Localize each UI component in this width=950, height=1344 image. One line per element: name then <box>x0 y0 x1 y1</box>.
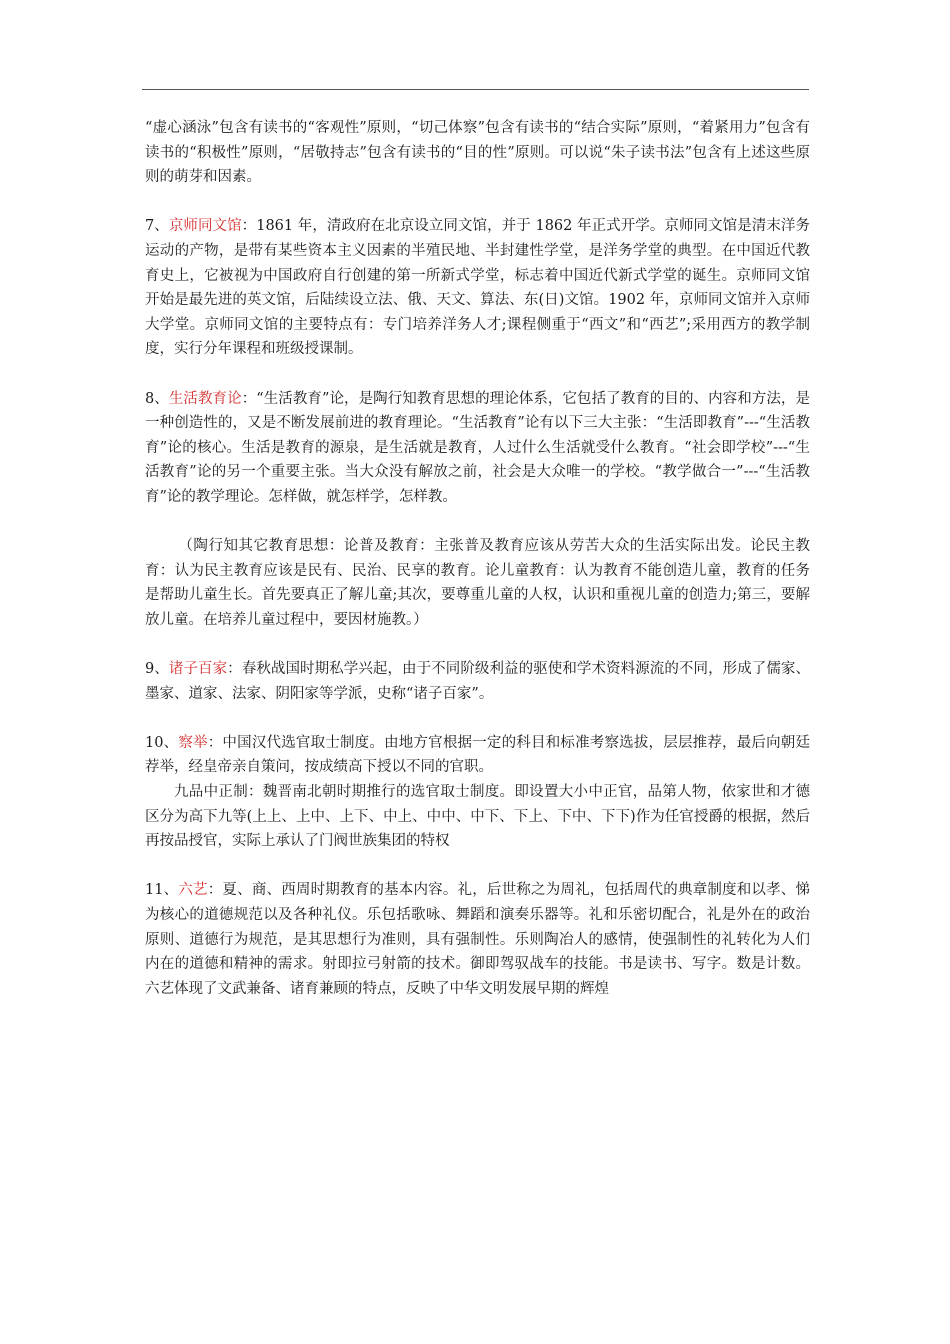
item-11-paragraph <box>145 878 810 1001</box>
item-7-paragraph <box>145 214 810 362</box>
item-11-term: 六艺 <box>178 882 208 899</box>
item-8-body: ：“生活教育”论，是陶行知教育思想的理论体系，它包括了教育的目的、内容和方法，是一种创造性的，又是不断发展前进的教育理论。“生活教育”论有以下三大主张：“生活即教育”---“生活教育”论的核心。生活是教育的源泉，是生活就是教育，人过什么生活就受什么教育。“社会即学校”---“生活教育”论的另一个重要主张。当大众没有解放之前，社会是大众唯一的学校。“教学做合一”---“生活教育”论的教学理论。怎样做，就怎样学，怎样教。 <box>145 390 811 505</box>
item-10-term: 察举 <box>178 734 208 751</box>
item-8-number: 8、 <box>145 390 169 407</box>
item-10-body: ：中国汉代选官取士制度。由地方官根据一定的科目和标准考察选拔，层层推荐，最后向朝廷荐举，经皇帝亲自策问，按成绩高下授以不同的官职。 <box>145 734 811 776</box>
item-9-term: 诸子百家 <box>168 661 228 678</box>
item-8-note: （陶行知其它教育思想：论普及教育：主张普及教育应该从劳苦大众的生活实际出发。论民主教育：认为民主教育应该是民有、民治、民享的教育。论儿童教育：认为教育不能创造儿童，教育的任务是帮助儿童生长。首先要真正了解儿童;其次，要尊重儿童的人权，认识和重视儿童的创造力;第三，要解放儿童。在培养儿童过程中，要因材施教。） <box>145 538 810 628</box>
item-10-number: 10、 <box>145 734 179 751</box>
item-9-paragraph <box>145 657 810 706</box>
item-7-number: 7、 <box>145 218 169 235</box>
item-11-number: 11、 <box>145 882 179 899</box>
item-10-paragraph <box>145 731 810 780</box>
item-8-paragraph <box>145 387 810 510</box>
item-9-body: ：春秋战国时期私学兴起，由于不同阶级利益的驱使和学术资料源流的不同，形成了儒家、墨家、道家、法家、阴阳家等学派，史称“诸子百家”。 <box>145 661 810 702</box>
header-rule <box>142 89 809 90</box>
document-body <box>145 116 810 1001</box>
item-10-note: 九品中正制：魏晋南北朝时期推行的选官取士制度。即设置大小中正官，品第人物，依家世和才德区分为高下九等(上上、上中、上下、中上、中中、中下、下上、下中、下下)作为任官授爵的根据，然后再按品授官，实际上承认了门阀世族集团的特权 <box>145 784 810 850</box>
item-7-body: ：1861 年，清政府在北京设立同文馆，并于 1862 年正式开学。京师同文馆是清末洋务运动的产物，是带有某些资本主义因素的半殖民地、半封建性学堂，是洋务学堂的典型。在中国近代教育史上，它被视为中国政府自行创建的第一所新式学堂，标志着中国近代新式学堂的诞生。京师同文馆开始是最先进的英文馆，后陆续设立法、俄、天文、算法、东(日)文馆。1902 年，京师同文馆并入京师大学堂。京师同文馆的主要特点有：专门培养洋务人才;课程侧重于“西文”和“西艺”;采用西方的教学制度，实行分年课程和班级授课制。 <box>145 218 810 358</box>
intro-paragraph: “虚心涵泳”包含有读书的“客观性”原则，“切己体察”包含有读书的“结合实际”原则，“着紧用力”包含有读书的“积极性”原则，“居敬持志”包含有读书的“目的性”原则。可以说“朱子读书法”包含有上述这些原则的萌芽和因素。 <box>145 120 810 186</box>
item-8-term: 生活教育论 <box>168 390 242 407</box>
item-11-body: ：夏、商、西周时期教育的基本内容。礼，后世称之为周礼，包括周代的典章制度和以孝、悌为核心的道德规范以及各种礼仪。乐包括歌咏、舞蹈和演奏乐器等。礼和乐密切配合，礼是外在的政治原则、道德行为规范，是其思想行为准则，具有强制性。乐则陶冶人的感情，使强制性的礼转化为人们内在的道德和精神的需求。射即拉弓射箭的技术。御即驾驭战车的技能。书是读书、写字。数是计数。六艺体现了文武兼备、诸育兼顾的特点，反映了中华文明发展早期的辉煌 <box>145 882 811 997</box>
item-9-number: 9、 <box>145 661 169 678</box>
item-7-term: 京师同文馆 <box>168 218 242 235</box>
